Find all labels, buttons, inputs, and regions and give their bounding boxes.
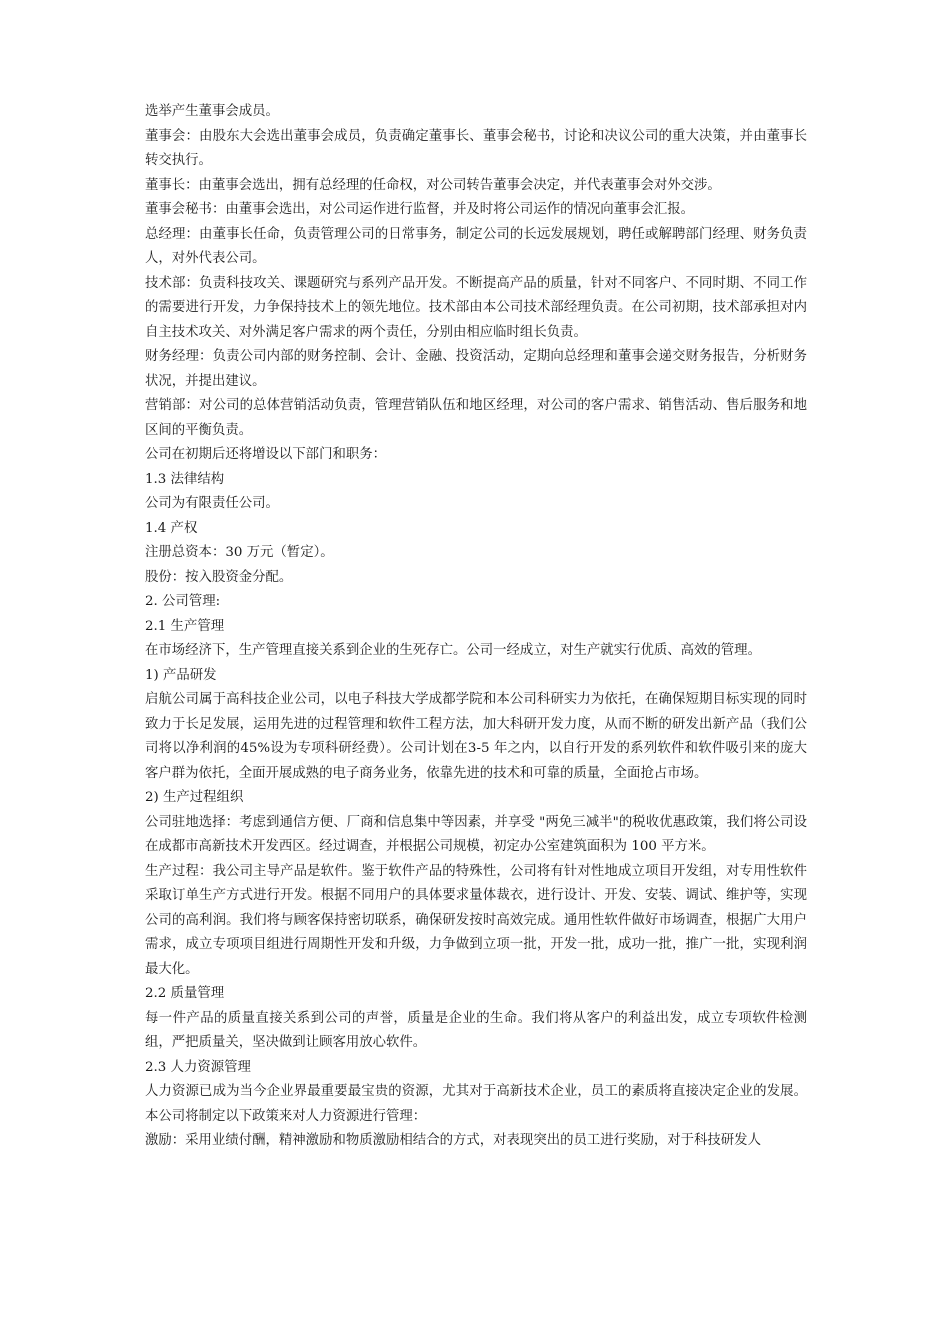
paragraph: 董事长：由董事会选出，拥有总经理的任命权，对公司转告董事会决定，并代表董事会对外交涉。 xyxy=(145,177,721,193)
paragraph: 公司为有限责任公司。 xyxy=(145,496,279,511)
section-heading: 2.2 质量管理 xyxy=(145,986,225,1001)
section-heading: 2.3 人力资源管理 xyxy=(145,1059,251,1075)
paragraph: 董事会秘书：由董事会选出，对公司运作进行监督，并及时将公司运作的情况向董事会汇报。 xyxy=(145,202,695,217)
paragraph: 注册总资本：30 万元（暂定）。 xyxy=(145,545,334,560)
section-heading: 2.1 生产管理 xyxy=(145,618,225,634)
paragraph: 财务经理：负责公司内部的财务控制、会计、金融、投资活动，定期向总经理和董事会递交财务报告，分析财务状况，并提出建议。 xyxy=(145,349,807,389)
document-body xyxy=(145,100,807,1154)
paragraph: 董事会：由股东大会选出董事会成员，负责确定董事长、董事会秘书，讨论和决议公司的重大决策，并由董事长转交执行。 xyxy=(145,128,807,168)
paragraph: 生产过程：我公司主导产品是软件。鉴于软件产品的特殊性，公司将有针对性地成立项目开发组，对专用性软件采取订单生产方式进行开发。根据不同用户的具体要求量体裁衣，进行设计、开发、安装、调试、维护等，实现公司的高利润。我们将与顾客保持密切联系，确保研发按时高效完成。通用性软件做好市场调查，根据广大用户需求，成立专项项目组进行周期性开发和升级，力争做到立项一批，开发一批，成功一批，推广一批，实现利润最大化。 xyxy=(145,863,807,977)
paragraph: 激励：采用业绩付酬，精神激励和物质激励相结合的方式，对表现突出的员工进行奖励，对于科技研发人 xyxy=(145,1133,761,1148)
subsection-heading: 2) 生产过程组织 xyxy=(145,790,244,805)
paragraph: 公司在初期后还将增设以下部门和职务： xyxy=(145,447,387,462)
paragraph: 营销部：对公司的总体营销活动负责，管理营销队伍和地区经理，对公司的客户需求、销售活动、售后服务和地区间的平衡负责。 xyxy=(145,398,807,438)
section-heading: 1.3 法律结构 xyxy=(145,471,225,487)
paragraph: 人力资源已成为当今企业界最重要最宝贵的资源，尤其对于高新技术企业，员工的素质将直接决定企业的发展。本公司将制定以下政策来对人力资源进行管理： xyxy=(145,1084,807,1124)
paragraph: 股份：按入股资金分配。 xyxy=(145,569,293,585)
subsection-heading: 1) 产品研发 xyxy=(145,667,217,683)
paragraph: 技术部：负责科技攻关、课题研究与系列产品开发。不断提高产品的质量，针对不同客户、不同时期、不同工作的需要进行开发，力争保持技术上的领先地位。技术部由本公司技术部经理负责。在公司初期，技术部承担对内自主技术攻关、对外满足客户需求的两个责任，分别由相应临时组长负责。 xyxy=(145,275,807,340)
paragraph: 每一件产品的质量直接关系到公司的声誉，质量是企业的生命。我们将从客户的利益出发，成立专项软件检测组，严把质量关，坚决做到让顾客用放心软件。 xyxy=(145,1010,807,1050)
section-heading: 2. 公司管理: xyxy=(145,594,221,609)
paragraph: 总经理：由董事长任命，负责管理公司的日常事务，制定公司的长远发展规划，聘任或解聘部门经理、财务负责人，对外代表公司。 xyxy=(145,226,807,266)
paragraph: 选举产生董事会成员。 xyxy=(145,104,279,119)
section-heading: 1.4 产权 xyxy=(145,520,198,536)
paragraph: 在市场经济下，生产管理直接关系到企业的生死存亡。公司一经成立，对生产就实行优质、高效的管理。 xyxy=(145,643,761,658)
paragraph: 公司驻地选择：考虑到通信方便、厂商和信息集中等因素，并享受 "两免三减半"的税收优惠政策，我们将公司设在成都市高新技术开发西区。经过调查，并根据公司规模，初定办公室建筑面积为 100 平方米。 xyxy=(145,814,807,854)
paragraph: 启航公司属于高科技企业公司，以电子科技大学成都学院和本公司科研实力为依托，在确保短期目标实现的同时致力于长足发展，运用先进的过程管理和软件工程方法，加大科研开发力度，从而不断的研发出新产品（我们公司将以净利润的45%设为专项科研经费）。公司计划在3-5 年之内，以自行开发的系列软件和软件吸引来的庞大客户群为依托，全面开展成熟的电子商务业务，依靠先进的技术和可靠的质量，全面抢占市场。 xyxy=(145,692,807,781)
